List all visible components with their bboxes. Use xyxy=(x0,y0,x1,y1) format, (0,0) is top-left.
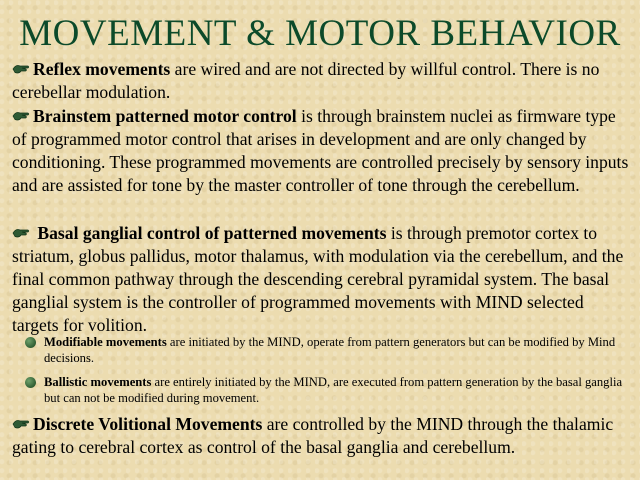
subbullet-modifiable xyxy=(44,335,636,366)
subbullet-text: are initiated by the MIND, operate from pattern generators but can be modified by Mind decisions. xyxy=(44,335,616,365)
subbullet-text: are entirely initiated by the MIND, are executed from pattern generation by the basal ganglia but can not be modified during movement. xyxy=(44,375,623,405)
hand-pointer-icon xyxy=(12,418,30,430)
bullet-basal-ganglial xyxy=(12,222,634,337)
bullet-text: is through brainstem nuclei as firmware type of programmed motor control that arises in development and are only changed by conditioning. These programmed movements are controlled precisely by sensory inputs and are assisted for tone by the master controller of tone through the cerebellum. xyxy=(12,106,629,195)
subbullet-ballistic xyxy=(44,375,636,406)
bullet-text: are controlled by the MIND through the thalamic gating to cerebral cortex as control of the basal ganglia and cerebellum. xyxy=(12,414,614,457)
slide-title: MOVEMENT & MOTOR BEHAVIOR xyxy=(19,13,621,54)
bullet-dot-icon xyxy=(25,337,36,348)
hand-pointer-icon xyxy=(12,110,30,122)
bullet-dot-icon xyxy=(25,377,36,388)
hand-pointer-icon xyxy=(12,63,30,75)
bullet-bold: Brainstem patterned motor control xyxy=(33,106,297,126)
bullet-text: is through premotor cortex to striatum, globus pallidus, motor thalamus, with modulation via the cerebellum, and the final common pathway through the descending cerebral pyramidal system. The basal ganglial system is the controller of programmed movements with MIND selected targets for volition. xyxy=(12,223,624,335)
subbullet-bold: Ballistic movements xyxy=(44,375,152,389)
subbullet-bold: Modifiable movements xyxy=(44,335,167,349)
bullet-bold: Basal ganglial control of patterned movements xyxy=(33,223,387,243)
bullet-reflex xyxy=(12,58,634,104)
bullet-discrete-volitional xyxy=(12,413,634,459)
bullet-bold: Discrete Volitional Movements xyxy=(33,414,263,434)
bullet-bold: Reflex movements xyxy=(33,59,171,79)
bullet-brainstem xyxy=(12,105,634,197)
hand-pointer-icon xyxy=(12,227,30,239)
bullet-text: are wired and are not directed by willful control. There is no cerebellar modulation. xyxy=(12,59,600,102)
